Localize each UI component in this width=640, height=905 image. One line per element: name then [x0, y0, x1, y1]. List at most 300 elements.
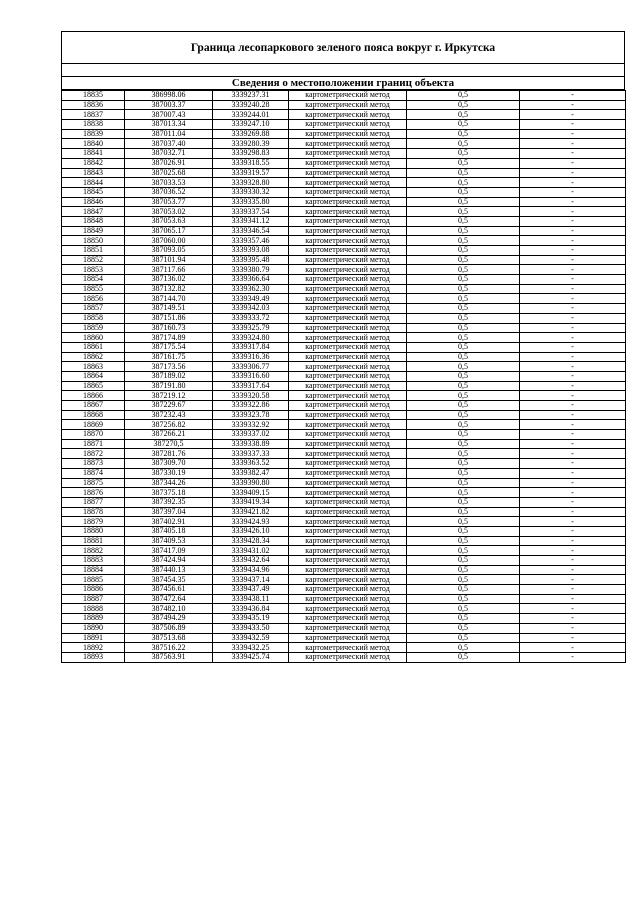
- y-coordinate-cell: 3339366.64: [213, 275, 289, 285]
- method-cell: картометрический метод: [289, 488, 407, 498]
- table-row: [62, 633, 626, 643]
- accuracy-cell: 0,5: [407, 168, 520, 178]
- method-cell: картометрический метод: [289, 265, 407, 275]
- accuracy-cell: 0,5: [407, 536, 520, 546]
- accuracy-cell: 0,5: [407, 381, 520, 391]
- x-coordinate-cell: 387506.89: [125, 623, 213, 633]
- method-cell: картометрический метод: [289, 158, 407, 168]
- y-coordinate-cell: 3339349.49: [213, 294, 289, 304]
- method-cell: картометрический метод: [289, 342, 407, 352]
- accuracy-cell: 0,5: [407, 226, 520, 236]
- point-number-cell: 18869: [62, 420, 125, 430]
- method-cell: картометрический метод: [289, 517, 407, 527]
- description-cell: -: [520, 497, 626, 507]
- point-number-cell: 18874: [62, 468, 125, 478]
- accuracy-cell: 0,5: [407, 139, 520, 149]
- y-coordinate-cell: 3339316.60: [213, 371, 289, 381]
- x-coordinate-cell: 387409.53: [125, 536, 213, 546]
- description-cell: -: [520, 284, 626, 294]
- document-sheet: [61, 31, 625, 663]
- description-cell: -: [520, 652, 626, 662]
- method-cell: картометрический метод: [289, 323, 407, 333]
- accuracy-cell: 0,5: [407, 197, 520, 207]
- accuracy-cell: 0,5: [407, 565, 520, 575]
- table-row: [62, 187, 626, 197]
- table-row: [62, 110, 626, 120]
- method-cell: картометрический метод: [289, 294, 407, 304]
- table-row: [62, 536, 626, 546]
- table-row: [62, 507, 626, 517]
- accuracy-cell: 0,5: [407, 304, 520, 314]
- point-number-cell: 18844: [62, 178, 125, 188]
- x-coordinate-cell: 387219.12: [125, 391, 213, 401]
- x-coordinate-cell: 387101.94: [125, 255, 213, 265]
- coordinates-table: [61, 90, 626, 663]
- x-coordinate-cell: 387173.56: [125, 362, 213, 372]
- method-cell: картометрический метод: [289, 381, 407, 391]
- x-coordinate-cell: 387482.10: [125, 604, 213, 614]
- table-row: [62, 178, 626, 188]
- method-cell: картометрический метод: [289, 313, 407, 323]
- point-number-cell: 18842: [62, 158, 125, 168]
- accuracy-cell: 0,5: [407, 468, 520, 478]
- x-coordinate-cell: 387160.73: [125, 323, 213, 333]
- point-number-cell: 18885: [62, 575, 125, 585]
- y-coordinate-cell: 3339424.93: [213, 517, 289, 527]
- accuracy-cell: 0,5: [407, 110, 520, 120]
- y-coordinate-cell: 3339328.80: [213, 178, 289, 188]
- method-cell: картометрический метод: [289, 216, 407, 226]
- point-number-cell: 18857: [62, 304, 125, 314]
- table-row: [62, 459, 626, 469]
- y-coordinate-cell: 3339317.84: [213, 342, 289, 352]
- description-cell: -: [520, 633, 626, 643]
- method-cell: картометрический метод: [289, 526, 407, 536]
- point-number-cell: 18852: [62, 255, 125, 265]
- method-cell: картометрический метод: [289, 633, 407, 643]
- y-coordinate-cell: 3339432.64: [213, 556, 289, 566]
- accuracy-cell: 0,5: [407, 342, 520, 352]
- point-number-cell: 18861: [62, 342, 125, 352]
- description-cell: -: [520, 313, 626, 323]
- x-coordinate-cell: 387013.34: [125, 120, 213, 130]
- y-coordinate-cell: 3339324.80: [213, 333, 289, 343]
- y-coordinate-cell: 3339237.31: [213, 91, 289, 101]
- table-row: [62, 168, 626, 178]
- x-coordinate-cell: 387456.61: [125, 585, 213, 595]
- point-number-cell: 18882: [62, 546, 125, 556]
- description-cell: -: [520, 100, 626, 110]
- method-cell: картометрический метод: [289, 187, 407, 197]
- method-cell: картометрический метод: [289, 333, 407, 343]
- method-cell: картометрический метод: [289, 565, 407, 575]
- description-cell: -: [520, 575, 626, 585]
- y-coordinate-cell: 3339380.79: [213, 265, 289, 275]
- point-number-cell: 18855: [62, 284, 125, 294]
- description-cell: -: [520, 265, 626, 275]
- method-cell: картометрический метод: [289, 439, 407, 449]
- description-cell: -: [520, 381, 626, 391]
- method-cell: картометрический метод: [289, 236, 407, 246]
- point-number-cell: 18879: [62, 517, 125, 527]
- table-row: [62, 207, 626, 217]
- accuracy-cell: 0,5: [407, 478, 520, 488]
- point-number-cell: 18849: [62, 226, 125, 236]
- table-row: [62, 304, 626, 314]
- table-row: [62, 275, 626, 285]
- method-cell: картометрический метод: [289, 623, 407, 633]
- description-cell: -: [520, 604, 626, 614]
- accuracy-cell: 0,5: [407, 91, 520, 101]
- description-cell: -: [520, 430, 626, 440]
- accuracy-cell: 0,5: [407, 275, 520, 285]
- x-coordinate-cell: 387424.94: [125, 556, 213, 566]
- x-coordinate-cell: 387144.70: [125, 294, 213, 304]
- y-coordinate-cell: 3339306.77: [213, 362, 289, 372]
- y-coordinate-cell: 3339363.52: [213, 459, 289, 469]
- y-coordinate-cell: 3339325.79: [213, 323, 289, 333]
- y-coordinate-cell: 3339434.96: [213, 565, 289, 575]
- point-number-cell: 18891: [62, 633, 125, 643]
- y-coordinate-cell: 3339362.30: [213, 284, 289, 294]
- table-row: [62, 623, 626, 633]
- method-cell: картометрический метод: [289, 468, 407, 478]
- point-number-cell: 18845: [62, 187, 125, 197]
- table-row: [62, 594, 626, 604]
- accuracy-cell: 0,5: [407, 323, 520, 333]
- accuracy-cell: 0,5: [407, 246, 520, 256]
- table-row: [62, 546, 626, 556]
- table-row: [62, 449, 626, 459]
- subtitle-box: [61, 77, 625, 90]
- method-cell: картометрический метод: [289, 255, 407, 265]
- point-number-cell: 18875: [62, 478, 125, 488]
- description-cell: -: [520, 246, 626, 256]
- description-cell: -: [520, 371, 626, 381]
- method-cell: картометрический метод: [289, 304, 407, 314]
- x-coordinate-cell: 387161.75: [125, 352, 213, 362]
- description-cell: -: [520, 468, 626, 478]
- title-box: [61, 31, 625, 64]
- method-cell: картометрический метод: [289, 594, 407, 604]
- x-coordinate-cell: 387405.18: [125, 526, 213, 536]
- accuracy-cell: 0,5: [407, 236, 520, 246]
- description-cell: -: [520, 275, 626, 285]
- method-cell: картометрический метод: [289, 420, 407, 430]
- table-row: [62, 149, 626, 159]
- y-coordinate-cell: 3339240.28: [213, 100, 289, 110]
- x-coordinate-cell: 386998.06: [125, 91, 213, 101]
- method-cell: картометрический метод: [289, 430, 407, 440]
- point-number-cell: 18839: [62, 129, 125, 139]
- y-coordinate-cell: 3339431.02: [213, 546, 289, 556]
- description-cell: -: [520, 187, 626, 197]
- point-number-cell: 18862: [62, 352, 125, 362]
- description-cell: -: [520, 158, 626, 168]
- x-coordinate-cell: 387025.68: [125, 168, 213, 178]
- x-coordinate-cell: 387011.04: [125, 129, 213, 139]
- table-row: [62, 420, 626, 430]
- accuracy-cell: 0,5: [407, 430, 520, 440]
- x-coordinate-cell: 387454.35: [125, 575, 213, 585]
- accuracy-cell: 0,5: [407, 594, 520, 604]
- y-coordinate-cell: 3339333.72: [213, 313, 289, 323]
- x-coordinate-cell: 387513.68: [125, 633, 213, 643]
- x-coordinate-cell: 387007.43: [125, 110, 213, 120]
- description-cell: -: [520, 352, 626, 362]
- accuracy-cell: 0,5: [407, 652, 520, 662]
- accuracy-cell: 0,5: [407, 623, 520, 633]
- accuracy-cell: 0,5: [407, 333, 520, 343]
- accuracy-cell: 0,5: [407, 633, 520, 643]
- description-cell: -: [520, 362, 626, 372]
- description-cell: -: [520, 226, 626, 236]
- x-coordinate-cell: 387036.52: [125, 187, 213, 197]
- y-coordinate-cell: 3339337.54: [213, 207, 289, 217]
- x-coordinate-cell: 387132.82: [125, 284, 213, 294]
- table-row: [62, 381, 626, 391]
- accuracy-cell: 0,5: [407, 410, 520, 420]
- x-coordinate-cell: 387065.17: [125, 226, 213, 236]
- y-coordinate-cell: 3339382.47: [213, 468, 289, 478]
- point-number-cell: 18892: [62, 643, 125, 653]
- accuracy-cell: 0,5: [407, 100, 520, 110]
- description-cell: -: [520, 585, 626, 595]
- method-cell: картометрический метод: [289, 207, 407, 217]
- x-coordinate-cell: 387330.19: [125, 468, 213, 478]
- accuracy-cell: 0,5: [407, 575, 520, 585]
- method-cell: картометрический метод: [289, 449, 407, 459]
- point-number-cell: 18859: [62, 323, 125, 333]
- accuracy-cell: 0,5: [407, 255, 520, 265]
- point-number-cell: 18851: [62, 246, 125, 256]
- x-coordinate-cell: 387375.18: [125, 488, 213, 498]
- description-cell: -: [520, 207, 626, 217]
- point-number-cell: 18866: [62, 391, 125, 401]
- method-cell: картометрический метод: [289, 178, 407, 188]
- table-row: [62, 401, 626, 411]
- y-coordinate-cell: 3339269.88: [213, 129, 289, 139]
- y-coordinate-cell: 3339436.84: [213, 604, 289, 614]
- method-cell: картометрический метод: [289, 575, 407, 585]
- accuracy-cell: 0,5: [407, 158, 520, 168]
- accuracy-cell: 0,5: [407, 556, 520, 566]
- accuracy-cell: 0,5: [407, 294, 520, 304]
- method-cell: картометрический метод: [289, 129, 407, 139]
- accuracy-cell: 0,5: [407, 488, 520, 498]
- point-number-cell: 18883: [62, 556, 125, 566]
- table-row: [62, 575, 626, 585]
- description-cell: -: [520, 178, 626, 188]
- x-coordinate-cell: 387033.53: [125, 178, 213, 188]
- point-number-cell: 18877: [62, 497, 125, 507]
- accuracy-cell: 0,5: [407, 362, 520, 372]
- description-cell: -: [520, 517, 626, 527]
- table-row: [62, 488, 626, 498]
- accuracy-cell: 0,5: [407, 391, 520, 401]
- table-row: [62, 604, 626, 614]
- point-number-cell: 18864: [62, 371, 125, 381]
- method-cell: картометрический метод: [289, 284, 407, 294]
- method-cell: картометрический метод: [289, 371, 407, 381]
- point-number-cell: 18873: [62, 459, 125, 469]
- accuracy-cell: 0,5: [407, 149, 520, 159]
- x-coordinate-cell: 387093.05: [125, 246, 213, 256]
- table-row: [62, 226, 626, 236]
- method-cell: картометрический метод: [289, 120, 407, 130]
- accuracy-cell: 0,5: [407, 546, 520, 556]
- point-number-cell: 18850: [62, 236, 125, 246]
- description-cell: -: [520, 488, 626, 498]
- y-coordinate-cell: 3339435.19: [213, 614, 289, 624]
- point-number-cell: 18841: [62, 149, 125, 159]
- x-coordinate-cell: 387053.77: [125, 197, 213, 207]
- method-cell: картометрический метод: [289, 168, 407, 178]
- description-cell: -: [520, 643, 626, 653]
- description-cell: -: [520, 478, 626, 488]
- x-coordinate-cell: 387256.82: [125, 420, 213, 430]
- method-cell: картометрический метод: [289, 275, 407, 285]
- method-cell: картометрический метод: [289, 100, 407, 110]
- description-cell: -: [520, 110, 626, 120]
- coordinates-table-body: [62, 91, 626, 663]
- method-cell: картометрический метод: [289, 652, 407, 662]
- table-row: [62, 139, 626, 149]
- description-cell: -: [520, 255, 626, 265]
- accuracy-cell: 0,5: [407, 420, 520, 430]
- description-cell: -: [520, 594, 626, 604]
- description-cell: -: [520, 420, 626, 430]
- table-row: [62, 120, 626, 130]
- x-coordinate-cell: 387281.76: [125, 449, 213, 459]
- accuracy-cell: 0,5: [407, 120, 520, 130]
- accuracy-cell: 0,5: [407, 604, 520, 614]
- table-row: [62, 236, 626, 246]
- method-cell: картометрический метод: [289, 226, 407, 236]
- point-number-cell: 18890: [62, 623, 125, 633]
- y-coordinate-cell: 3339426.10: [213, 526, 289, 536]
- y-coordinate-cell: 3339337.33: [213, 449, 289, 459]
- description-cell: -: [520, 216, 626, 226]
- description-cell: -: [520, 546, 626, 556]
- y-coordinate-cell: 3339428.34: [213, 536, 289, 546]
- y-coordinate-cell: 3339337.02: [213, 430, 289, 440]
- y-coordinate-cell: 3339437.14: [213, 575, 289, 585]
- accuracy-cell: 0,5: [407, 178, 520, 188]
- point-number-cell: 18888: [62, 604, 125, 614]
- method-cell: картометрический метод: [289, 585, 407, 595]
- table-row: [62, 333, 626, 343]
- point-number-cell: 18840: [62, 139, 125, 149]
- document-subtitle: Сведения о местоположении границ объекта: [231, 77, 455, 89]
- table-row: [62, 342, 626, 352]
- accuracy-cell: 0,5: [407, 129, 520, 139]
- y-coordinate-cell: 3339317.64: [213, 381, 289, 391]
- accuracy-cell: 0,5: [407, 517, 520, 527]
- point-number-cell: 18889: [62, 614, 125, 624]
- x-coordinate-cell: 387309.70: [125, 459, 213, 469]
- point-number-cell: 18858: [62, 313, 125, 323]
- accuracy-cell: 0,5: [407, 459, 520, 469]
- point-number-cell: 18887: [62, 594, 125, 604]
- x-coordinate-cell: 387003.37: [125, 100, 213, 110]
- point-number-cell: 18847: [62, 207, 125, 217]
- accuracy-cell: 0,5: [407, 187, 520, 197]
- y-coordinate-cell: 3339318.55: [213, 158, 289, 168]
- x-coordinate-cell: 387402.91: [125, 517, 213, 527]
- table-row: [62, 158, 626, 168]
- x-coordinate-cell: 387344.26: [125, 478, 213, 488]
- table-row: [62, 246, 626, 256]
- accuracy-cell: 0,5: [407, 284, 520, 294]
- table-row: [62, 556, 626, 566]
- description-cell: -: [520, 333, 626, 343]
- y-coordinate-cell: 3339393.08: [213, 246, 289, 256]
- description-cell: -: [520, 507, 626, 517]
- y-coordinate-cell: 3339330.32: [213, 187, 289, 197]
- accuracy-cell: 0,5: [407, 497, 520, 507]
- method-cell: картометрический метод: [289, 459, 407, 469]
- method-cell: картометрический метод: [289, 352, 407, 362]
- point-number-cell: 18865: [62, 381, 125, 391]
- point-number-cell: 18838: [62, 120, 125, 130]
- table-row: [62, 362, 626, 372]
- table-row: [62, 526, 626, 536]
- point-number-cell: 18863: [62, 362, 125, 372]
- point-number-cell: 18853: [62, 265, 125, 275]
- y-coordinate-cell: 3339335.80: [213, 197, 289, 207]
- point-number-cell: 18846: [62, 197, 125, 207]
- x-coordinate-cell: 387136.02: [125, 275, 213, 285]
- y-coordinate-cell: 3339319.57: [213, 168, 289, 178]
- table-row: [62, 255, 626, 265]
- y-coordinate-cell: 3339338.89: [213, 439, 289, 449]
- method-cell: картометрический метод: [289, 497, 407, 507]
- y-coordinate-cell: 3339332.92: [213, 420, 289, 430]
- y-coordinate-cell: 3339342.03: [213, 304, 289, 314]
- table-row: [62, 352, 626, 362]
- y-coordinate-cell: 3339280.39: [213, 139, 289, 149]
- y-coordinate-cell: 3339390.80: [213, 478, 289, 488]
- point-number-cell: 18872: [62, 449, 125, 459]
- table-row: [62, 430, 626, 440]
- y-coordinate-cell: 3339438.11: [213, 594, 289, 604]
- x-coordinate-cell: 387270,5: [125, 439, 213, 449]
- description-cell: -: [520, 149, 626, 159]
- description-cell: -: [520, 236, 626, 246]
- method-cell: картометрический метод: [289, 391, 407, 401]
- x-coordinate-cell: 387175.54: [125, 342, 213, 352]
- point-number-cell: 18884: [62, 565, 125, 575]
- description-cell: -: [520, 294, 626, 304]
- y-coordinate-cell: 3339421.82: [213, 507, 289, 517]
- point-number-cell: 18837: [62, 110, 125, 120]
- method-cell: картометрический метод: [289, 149, 407, 159]
- method-cell: картометрический метод: [289, 507, 407, 517]
- point-number-cell: 18880: [62, 526, 125, 536]
- table-row: [62, 614, 626, 624]
- table-row: [62, 371, 626, 381]
- table-row: [62, 468, 626, 478]
- x-coordinate-cell: 387494.29: [125, 614, 213, 624]
- point-number-cell: 18893: [62, 652, 125, 662]
- table-row: [62, 439, 626, 449]
- description-cell: -: [520, 129, 626, 139]
- description-cell: -: [520, 439, 626, 449]
- x-coordinate-cell: 387174.89: [125, 333, 213, 343]
- point-number-cell: 18876: [62, 488, 125, 498]
- x-coordinate-cell: 387392.35: [125, 497, 213, 507]
